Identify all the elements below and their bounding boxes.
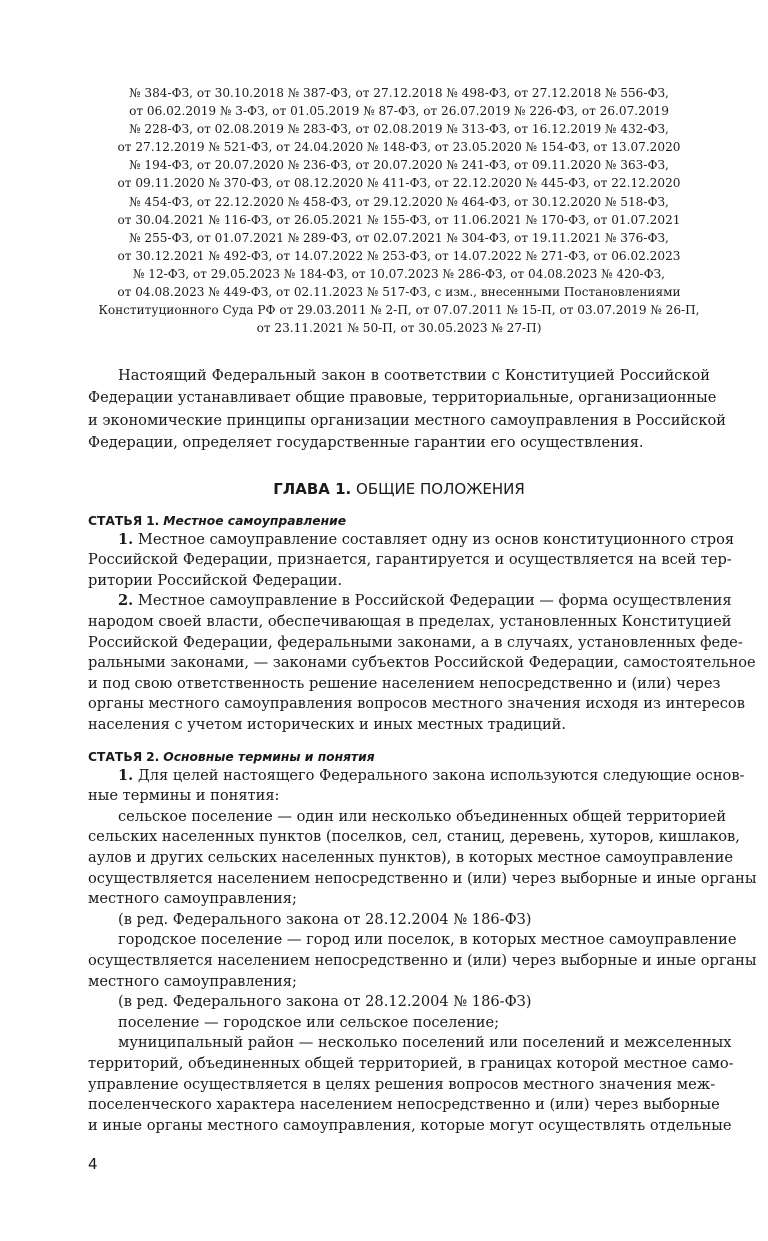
paragraph-line: ные термины и понятия: — [88, 787, 280, 805]
paragraph-line — [88, 530, 735, 551]
paragraph-text: Местное самоуправление в Российской Федерации — форма осуществления — [137, 592, 732, 610]
amendment-line: от 30.12.2021 № 492-ФЗ, от 14.07.2022 № 253-ФЗ, от 14.07.2022 № 271-ФЗ, от 06.02.2023 — [117, 248, 681, 263]
article-word: СТАТЬЯ — [88, 749, 143, 764]
preamble-line: Федерации, определяет государственные гарантии его осуществления. — [88, 433, 644, 451]
term-line: поселенческого характера населением непосредственно и (или) через выборные — [88, 1096, 720, 1114]
term-line: поселение — городское или сельское поселение; — [118, 1013, 500, 1031]
amendment-reference: (в ред. Федерального закона от 28.12.2004 № 186-ФЗ) — [118, 993, 532, 1011]
preamble — [88, 365, 726, 453]
term-line: и иные органы местного самоуправления, которые могут осуществлять отдельные — [88, 1116, 732, 1134]
amendment-line: № 194-ФЗ, от 20.07.2020 № 236-ФЗ, от 20.07.2020 № 241-ФЗ, от 09.11.2020 № 363-ФЗ, — [129, 158, 669, 173]
chapter-title: ОБЩИЕ ПОЛОЖЕНИЯ — [356, 479, 525, 498]
term-line: сельских населенных пунктов (поселков, сел, станиц, деревень, хуторов, кишлаков, — [88, 828, 740, 846]
preamble-line: Настоящий Федеральный закон в соответствии с Конституцией Российской — [118, 367, 710, 385]
amendment-line: от 23.11.2021 № 50-П, от 30.05.2023 № 27-П) — [256, 321, 542, 336]
article-title: Местное самоуправление — [163, 513, 347, 528]
term-line: осуществляется населением непосредственно и (или) через выборные и иные органы — [88, 869, 757, 887]
article-number: 1. — [146, 513, 160, 528]
preamble-line: и экономические принципы организации местного самоуправления в Российской — [88, 411, 726, 429]
paragraph-number: 1. — [118, 530, 134, 548]
paragraph-line — [88, 591, 732, 612]
paragraph-line: и под свою ответственность решение населением непосредственно и (или) через — [88, 674, 721, 692]
paragraph-line: народом своей власти, обеспечивающая в пределах, установленных Конституцией — [88, 613, 732, 631]
term-line: осуществляется населением непосредственно и (или) через выборные и иные органы — [88, 951, 757, 969]
paragraph-line: Российской Федерации, признается, гарантируется и осуществляется на всей тер- — [88, 551, 732, 569]
amendment-line: № 454-ФЗ, от 22.12.2020 № 458-ФЗ, от 29.12.2020 № 464-ФЗ, от 30.12.2020 № 518-ФЗ, — [129, 194, 669, 209]
paragraph-line: ральными законами, — законами субъектов Российской Федерации, самостоятельное — [88, 654, 756, 672]
article-word: СТАТЬЯ — [88, 513, 143, 528]
amendment-reference: (в ред. Федерального закона от 28.12.2004 № 186-ФЗ) — [118, 910, 532, 928]
paragraph-line: ритории Российской Федерации. — [88, 571, 343, 589]
page-content — [88, 84, 757, 1136]
article-1-heading — [88, 512, 710, 530]
term-line: управление осуществляется в целях решения вопросов местного значения меж- — [88, 1075, 716, 1093]
amendment-line: от 30.04.2021 № 116-ФЗ, от 26.05.2021 № 155-ФЗ, от 11.06.2021 № 170-ФЗ, от 01.07.2021 — [117, 212, 681, 227]
paragraph-number: 2. — [118, 592, 134, 610]
amendment-line: от 06.02.2019 № 3-ФЗ, от 01.05.2019 № 87-ФЗ, от 26.07.2019 № 226-ФЗ, от 26.07.2019 — [129, 104, 669, 119]
term-line: аулов и других сельских населенных пунктов), в которых местное самоуправление — [88, 849, 733, 866]
article-2-body — [88, 766, 757, 1137]
paragraph-text: Для целей настоящего Федерального закона используются следующие основ- — [137, 766, 745, 784]
amendment-line: от 04.08.2023 № 449-ФЗ, от 02.11.2023 № 517-ФЗ, с изм., внесенными Постановлениями — [117, 285, 681, 300]
amendment-line: № 228-ФЗ, от 02.08.2019 № 283-ФЗ, от 02.08.2019 № 313-ФЗ, от 16.12.2019 № 432-ФЗ, — [129, 122, 669, 137]
amendment-line: от 27.12.2019 № 521-ФЗ, от 24.04.2020 № 148-ФЗ, от 23.05.2020 № 154-ФЗ, от 13.07.2020 — [117, 140, 681, 155]
paragraph-text: Местное самоуправление составляет одну из основ конституционного строя — [137, 530, 735, 548]
preamble-line: Федерации устанавливает общие правовые, территориальные, организационные — [88, 389, 717, 407]
term-line: местного самоуправления; — [88, 890, 297, 908]
article-number: 2. — [146, 749, 160, 764]
paragraph-number: 1. — [118, 766, 134, 784]
article-1-body — [88, 530, 756, 736]
amendment-line: № 12-ФЗ, от 29.05.2023 № 184-ФЗ, от 10.07.2023 № 286-ФЗ, от 04.08.2023 № 420-ФЗ, — [132, 266, 666, 281]
amendment-line: № 384-ФЗ, от 30.10.2018 № 387-ФЗ, от 27.12.2018 № 498-ФЗ, от 27.12.2018 № 556-ФЗ, — [129, 86, 669, 100]
paragraph-line — [88, 766, 745, 787]
article-2-heading — [88, 748, 710, 766]
amendment-line: Конституционного Суда РФ от 29.03.2011 № 2-П, от 07.07.2011 № 15-П, от 03.07.2019 № 26-П, — [98, 303, 700, 318]
term-line: муниципальный район — несколько поселений или поселений и межселенных — [118, 1034, 732, 1052]
term-line: территорий, объединенных общей территорией, в границах которой местное само- — [88, 1054, 734, 1072]
term-line: местного самоуправления; — [88, 972, 297, 990]
paragraph-line: населения с учетом исторических и иных местных традиций. — [88, 716, 567, 734]
paragraph-line: Российской Федерации, федеральными законами, а в случаях, установленных феде- — [88, 633, 743, 651]
chapter-label: ГЛАВА 1. — [273, 479, 352, 498]
term-line: городское поселение — город или поселок, в которых местное самоуправление — [118, 931, 737, 949]
term-line: сельское поселение — один или несколько объединенных общей территорией — [118, 807, 727, 825]
amendment-line: № 255-ФЗ, от 01.07.2021 № 289-ФЗ, от 02.07.2021 № 304-ФЗ, от 19.11.2021 № 376-ФЗ, — [129, 230, 669, 245]
page-number: 4 — [88, 1155, 98, 1173]
paragraph-line: органы местного самоуправления вопросов местного значения исходя из интересов — [88, 695, 745, 713]
amendment-line: от 09.11.2020 № 370-ФЗ, от 08.12.2020 № 411-ФЗ, от 22.12.2020 № 445-ФЗ, от 22.12.2020 — [117, 176, 681, 191]
amendments-list — [88, 84, 710, 337]
chapter-heading — [88, 478, 710, 500]
article-title: Основные термины и понятия — [163, 749, 375, 764]
